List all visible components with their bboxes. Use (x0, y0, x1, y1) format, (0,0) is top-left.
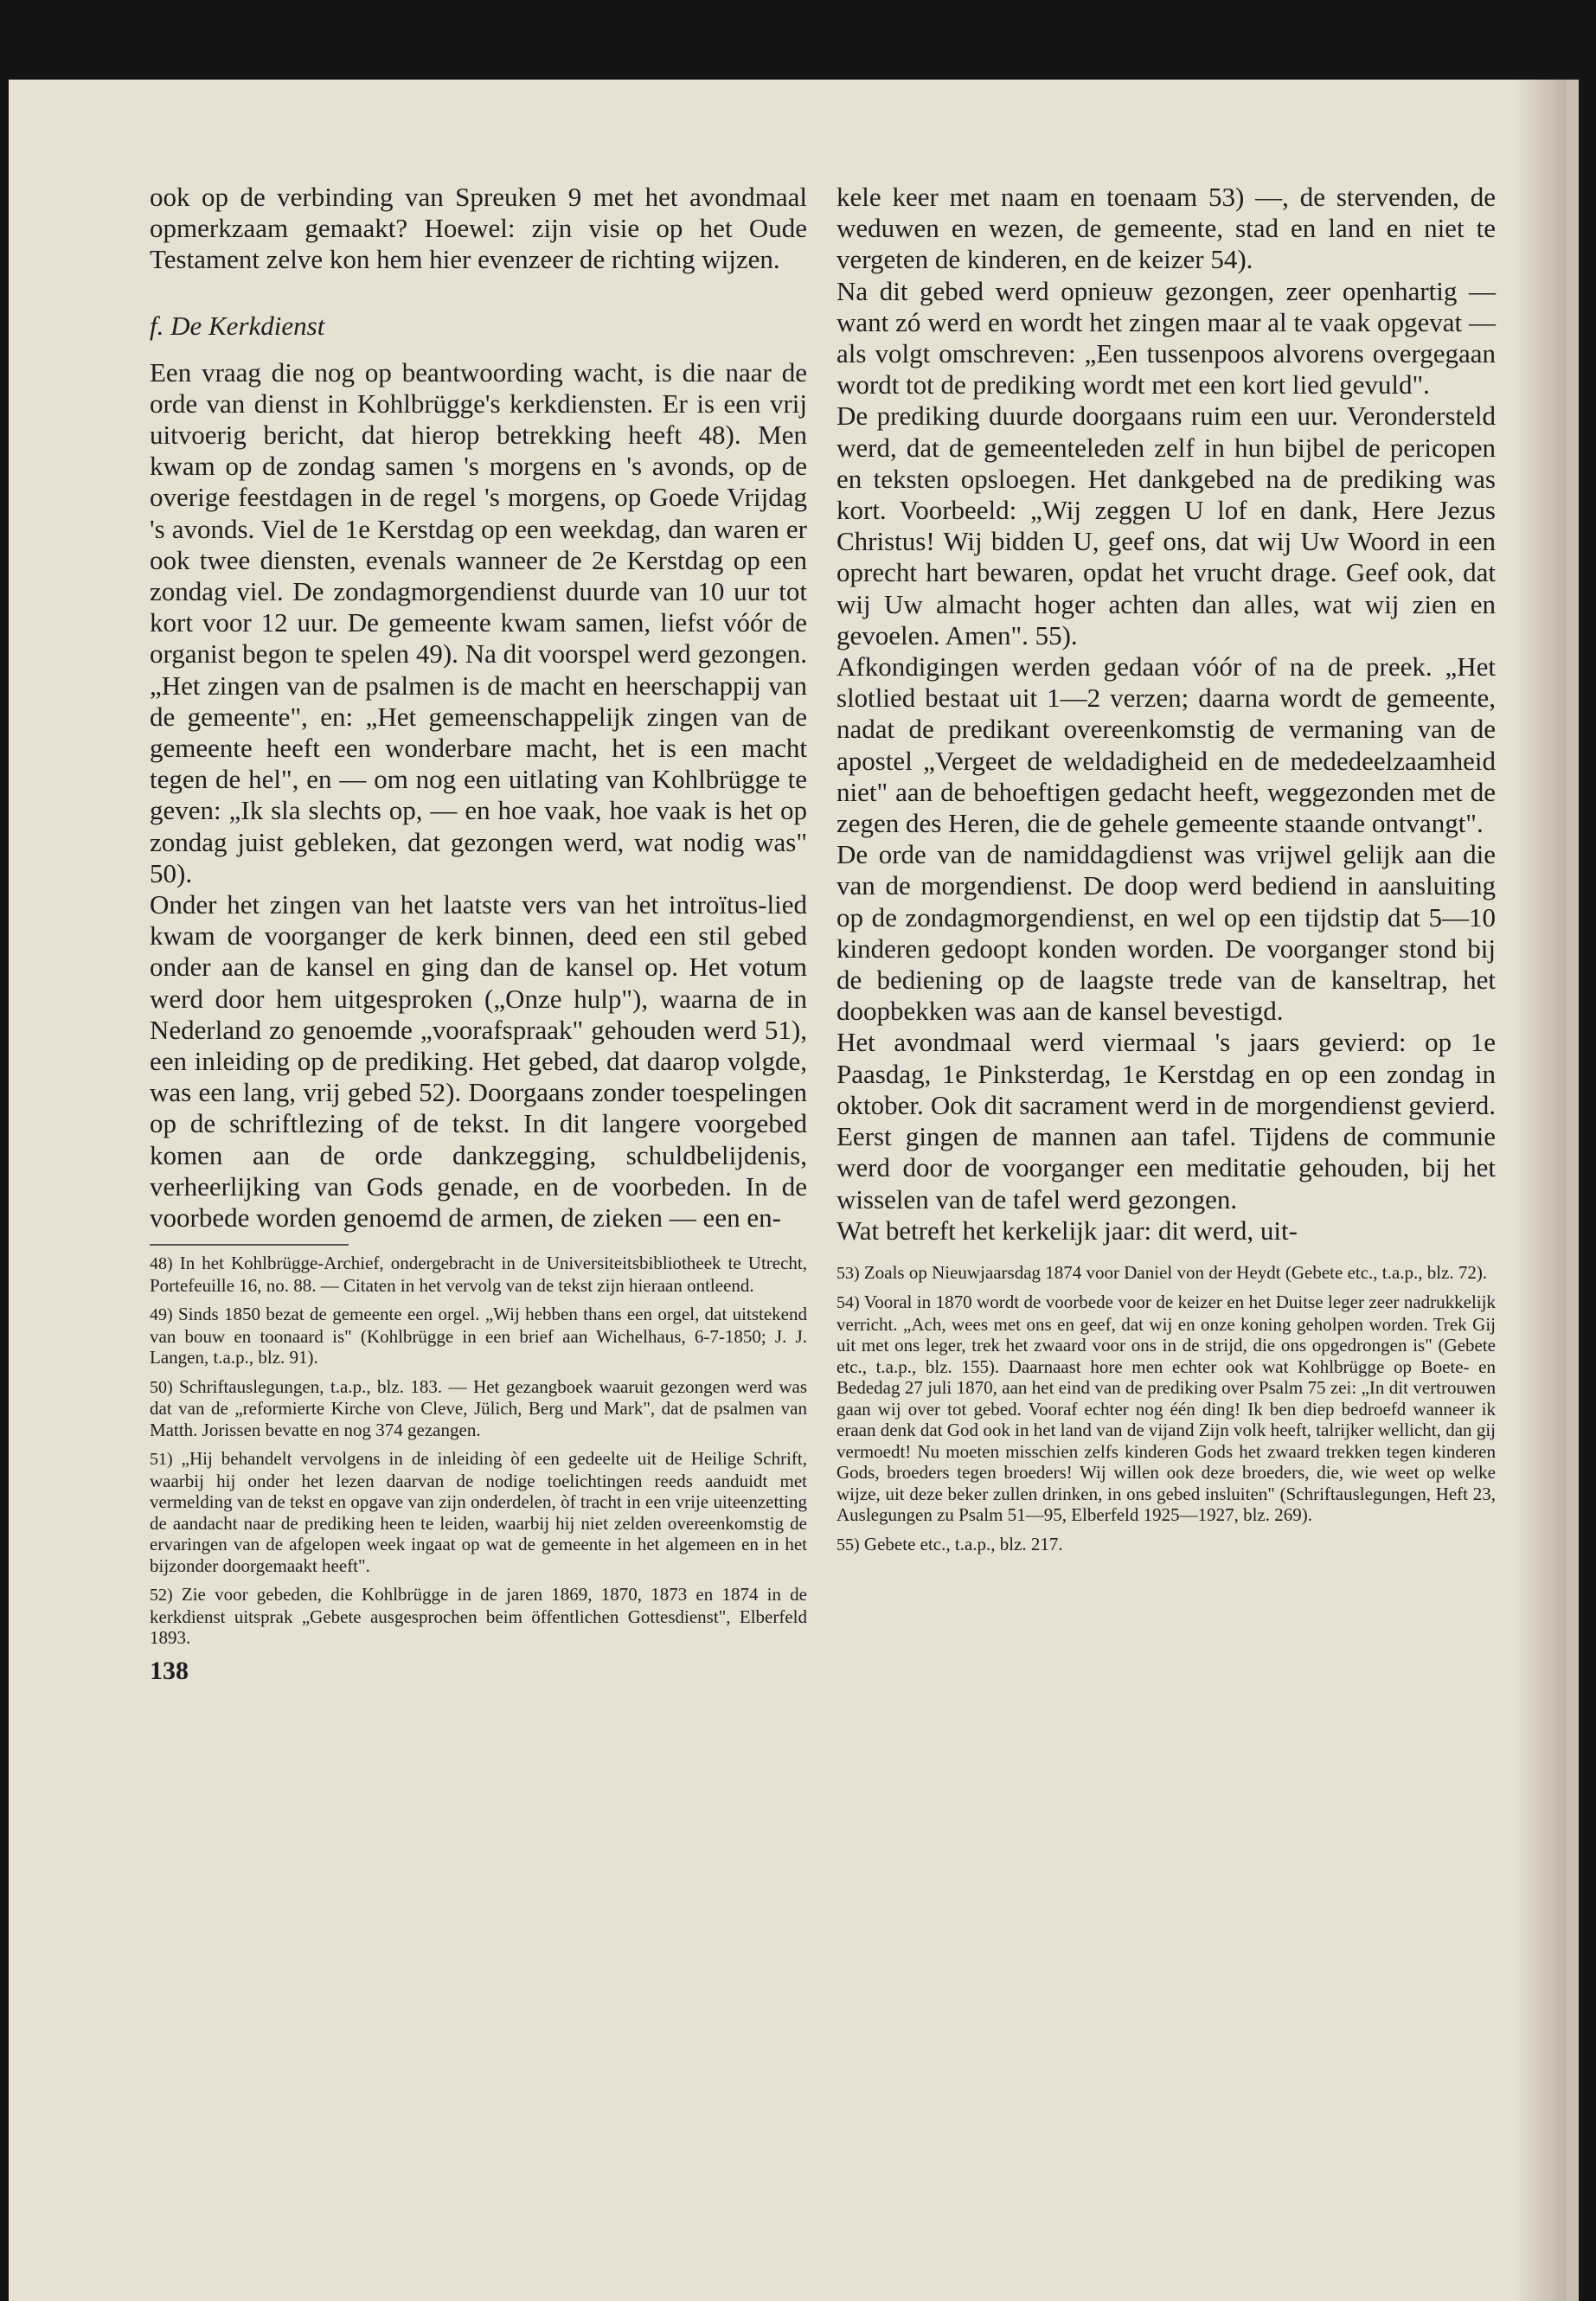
footnote-number: 48) (150, 1254, 173, 1274)
footnote (150, 1376, 807, 1441)
left-column (150, 182, 807, 1686)
paragraph: ook op de verbinding van Spreuken 9 met het avondmaal opmerkzaam gemaakt? Hoewel: zijn visie op het Oude Testament zelve kon hem hier evenzeer de richting wijzen. (150, 182, 807, 275)
right-column (836, 182, 1496, 1563)
footnote-number: 50) (150, 1377, 173, 1397)
right-footnotes (836, 1262, 1496, 1556)
footnote (150, 1253, 807, 1296)
footnote-number: 52) (150, 1586, 173, 1606)
footnote-text: Zie voor gebeden, die Kohlbrügge in de jaren 1869, 1870, 1873 en 1874 in de kerkdienst uitsprak „Gebete ausgesprochen beim öffentlichen Gottesdienst", Elberfeld 1893. (150, 1584, 808, 1649)
section-heading: f. De Kerkdienst (150, 310, 325, 341)
footnote (150, 1304, 807, 1368)
paragraph: Wat betreft het kerkelijk jaar: dit werd, uit- (836, 1215, 1298, 1246)
footnote-text: Gebete etc., t.a.p., blz. 217. (863, 1533, 1063, 1554)
paragraph: Een vraag die nog op beantwoording wacht, is die naar de orde van dienst in Kohlbrügge's kerkdiensten. Er is een vrij uitvoerig bericht, dat hierop betrekking heeft 48). Men kwam op de zondag samen 's morgens en 's avonds, op de overige feestdagen in de regel 's morgens, op Goede Vrijdag 's avonds. Viel de 1e Kerstdag op een weekdag, dan waren er ook twee diensten, evenals wanneer de 2e Kerstdag op een zondag viel. De zondagmorgendienst duurde van 10 uur tot kort voor 12 uur. De gemeente kwam samen, liefst vóór de organist begon te spelen 49). Na dit voorspel werd gezongen. „Het zingen van de psalmen is de macht en heerschappij van de gemeente", en: „Het gemeenschappelijk zingen van de gemeente heeft een wonderbare macht, het is een macht tegen de hel", en — om nog een uitlating van Kohlbrügge te geven: „Ik sla slechts op, — en hoe vaak, hoe vaak is het op zondag juist gebleken, dat gezongen werd, wat nodig was" 50). (150, 356, 807, 888)
footnote-number: 49) (150, 1305, 173, 1325)
footnote (150, 1448, 807, 1576)
page-number: 138 (150, 1656, 189, 1685)
footnote-text: Sinds 1850 bezat de gemeente een orgel. „Wij hebben thans een orgel, dat uitstekend van bouw en toonaard is" (Kohlbrügge in een brief aan Wichelhaus, 6-7-1850; J. J. Langen, t.a.p., blz. 91). (150, 1304, 808, 1368)
footnote-text: Zoals op Nieuwjaarsdag 1874 voor Daniel von der Heydt (Gebete etc., t.a.p., blz. 72). (863, 1261, 1488, 1283)
page-binding-shadow (1515, 80, 1567, 2301)
paragraph: Onder het zingen van het laatste vers van het introïtus-lied kwam de voorganger de kerk binnen, deed een stil gebed onder aan de kansel en ging dan de kansel op. Het votum werd door hem uitgesproken („Onze hulp"), waarna de in Nederland zo genoemde „voorafspraak" gehouden werd 51), een inleiding op de prediking. Het gebed, dat daarop volgde, was een lang, vrij gebed 52). Doorgaans zonder toespelingen op de schriftlezing of de tekst. In dit langere voorgebed komen aan de orde dankzegging, schuldbelijdenis, verheerlijking van Gods genade, en de voorbeden. In de voorbede worden genoemd de armen, de zieken — een en- (150, 889, 807, 1234)
footnote-number: 53) (836, 1263, 860, 1283)
right-body-text (836, 182, 1496, 1247)
left-footnotes (150, 1253, 807, 1649)
paragraph: kele keer met naam en toenaam 53) —, de stervenden, de weduwen en wezen, de gemeente, stad en land en niet te vergeten de kinderen, en de keizer 54). (836, 182, 1496, 275)
paragraph: Na dit gebed werd opnieuw gezongen, zeer openhartig — want zó werd en wordt het zingen maar al te vaak opgevat — als volgt omschreven: „Een tussenpoos alvorens overgegaan wordt tot de prediking wordt met een kort lied gevuld". (836, 275, 1496, 401)
footnote (836, 1292, 1496, 1526)
left-body-text (150, 182, 807, 1234)
footnote-number: 54) (836, 1293, 860, 1313)
paragraph: Het avondmaal werd viermaal 's jaars gevierd: op 1e Paasdag, 1e Pinksterdag, 1e Kerstdag en op een zondag in oktober. Ook dit sacrament werd in de morgendienst gevierd. Eerst gingen de mannen aan tafel. Tijdens de communie werd door de voorganger een meditatie gehouden, bij het wisselen van de tafel werd gezongen. (836, 1027, 1496, 1215)
footnote-number: 51) (150, 1450, 173, 1470)
footnote-number: 55) (836, 1535, 860, 1554)
scanned-page (9, 80, 1579, 2301)
footnote (836, 1534, 1496, 1556)
paragraph: De prediking duurde doorgaans ruim een uur. Verondersteld werd, dat de gemeenteleden zelf in hun bijbel de pericopen en teksten opsloegen. Het dankgebed na de prediking was kort. Voorbeeld: „Wij zeggen U lof en dank, Here Jezus Christus! Wij bidden U, geef ons, dat wij Uw Woord in een oprecht hart bewaren, opdat het vrucht drage. Geef ook, dat wij Uw almacht hoger achten dan alles, wat wij zien en gevoelen. Amen". 55). (836, 401, 1496, 651)
footnote-text: „Hij behandelt vervolgens in de inleiding òf een gedeelte uit de Heilige Schrift, waarbij hij onder het lezen daarvan de nodige toelichtingen reeds aanduidt met vermelding van de tekst en opgave van zijn onderdelen, òf tracht in een vrije uiteenzetting de aandacht naar de prediking heen te leiden, waarbij hij niet zelden overeenkomstig de ervaringen van de afgelopen week ingaat op wat de gemeente in het algemeen en in het bijzonder doorgemaakt heeft". (150, 1448, 807, 1576)
footnote-divider (150, 1244, 349, 1246)
paragraph: De orde van de namiddagdienst was vrijwel gelijk aan die van de morgendienst. De doop werd bediend in aansluiting op de zondagmorgendienst, en wel op een tijdstip dat 5—10 kinderen gedoopt konden worden. De voorganger stond bij de bediening op de laagste trede van de kanseltrap, het doopbekken was aan de kansel bevestigd. (836, 839, 1496, 1027)
footnote-text: Vooral in 1870 wordt de voorbede voor de keizer en het Duitse leger zeer nadrukkelijk verricht. „Ach, wees met ons en geef, dat wij en onze koning geholpen worden. Trek Gij uit met ons leger, trek het zwaard voor ons in de strijd, die ons opgedrongen is" (Gebete etc., t.a.p., blz. 155). Daarnaast hore men echter ook wat Kohlbrügge op Boete- en Bededag 27 juli 1870, aan het eind van de prediking over Psalm 75 zei: „In dit vertrouwen gaan wij over tot gebed. Vooraf echter nog één ding! Ik ben diep bedroefd wanneer ik eraan denk dat God ook in het land van de vijand Zijn volk heeft, talrijker wellicht, dan gij vermoedt! Nu moeten misschien zelfs kinderen Gods het zwaard trekken tegen kinderen Gods, broeders tegen broeders! Wij willen ook deze broeders, die, wie weet op welke wijze, uit deze beker zullen drinken, in ons gebed insluiten" (Schriftauslegungen, Heft 23, Auslegungen zu Psalm 51—95, Elberfeld 1925—1927, blz. 269). (836, 1292, 1496, 1526)
footnote-text: Schriftauslegungen, t.a.p., blz. 183. — Het gezangboek waaruit gezongen werd was dat van de „reformierte Kirche von Cleve, Jülich, Berg und Mark", dat de psalmen van Matth. Jorissen bevatte en nog 374 gezangen. (150, 1375, 808, 1440)
paragraph: Afkondigingen werden gedaan vóór of na de preek. „Het slotlied bestaat uit 1—2 verzen; daarna wordt de gemeente, nadat de predikant overeenkomstig de vermaning van de apostel „Vergeet de weldadigheid en de mededeelzaamheid niet" aan de behoeftigen gedacht heeft, weggezonden met de zegen des Heren, die de gehele gemeente staande ontvangt". (836, 651, 1496, 839)
footnote (150, 1584, 807, 1649)
footnote-text: In het Kohlbrügge-Archief, ondergebracht in de Universiteitsbibliotheek te Utrecht, Portefeuille 16, no. 88. — Citaten in het vervolg van de tekst zijn hieraan ontleend. (150, 1253, 808, 1296)
footnote (836, 1262, 1496, 1285)
